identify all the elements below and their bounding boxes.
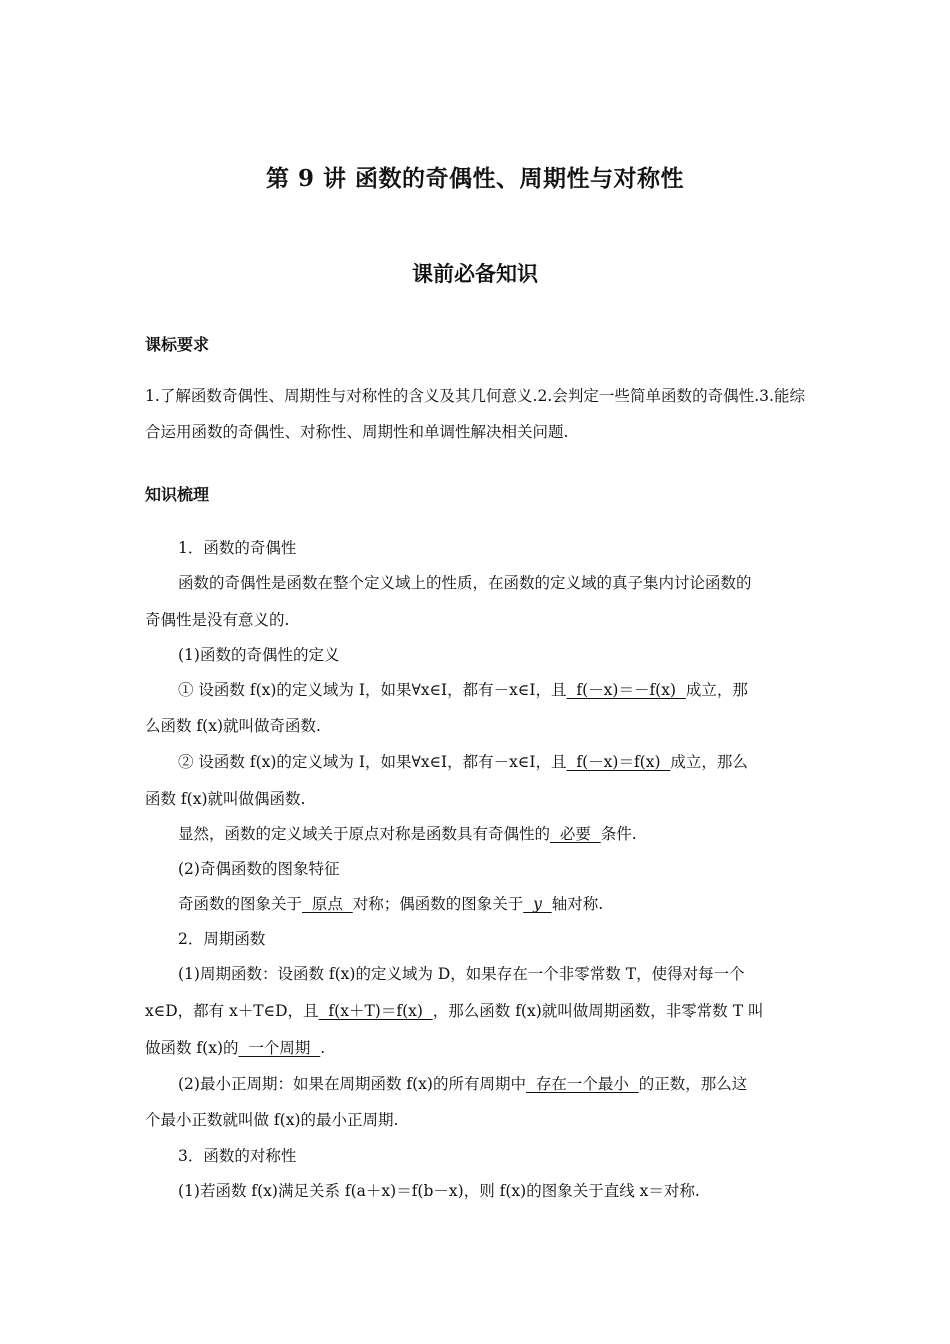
period-line3	[145, 1037, 807, 1059]
odd-def-pre: ① 设函数 f(x)的定义域为 I，如果∀x∈I，都有－x∈I，且	[178, 681, 567, 699]
period-pre: x∈D，都有 x＋T∈D，且	[145, 1002, 319, 1020]
odd-def-blank: f(－x)＝－f(x)	[566, 681, 686, 699]
symmetric-pre: 显然，函数的定义域关于原点对称是函数具有奇偶性的	[178, 825, 551, 843]
even-def-line2: 函数 f(x)就叫做偶函数.	[145, 790, 306, 808]
period-c-post: .	[320, 1039, 326, 1057]
symmetric-line	[178, 823, 807, 845]
period-c-pre: 做函数 f(x)的	[145, 1039, 239, 1057]
sub1-title: (1)函数的奇偶性的定义	[178, 646, 340, 664]
min-period-line2: 个最小正数就叫做 f(x)的最小正周期.	[145, 1111, 399, 1129]
even-def-line1	[178, 751, 807, 773]
period-line2	[145, 1000, 807, 1022]
lecture-title: 第 9 讲 函数的奇偶性、周期性与对称性	[265, 165, 685, 192]
knowledge-heading: 知识梳理	[145, 485, 210, 504]
even-def-post: 成立，那么	[670, 753, 748, 771]
item2-title: 2．周期函数	[178, 930, 266, 948]
symmetric-post: 条件.	[600, 825, 637, 843]
item1-desc-line1: 函数的奇偶性是函数在整个定义域上的性质，在函数的定义域的真子集内讨论函数的	[178, 574, 752, 592]
graph-blank-y: y	[523, 895, 552, 913]
min-period-line1	[178, 1073, 807, 1095]
standard-heading: 课标要求	[145, 335, 210, 354]
even-def-pre: ② 设函数 f(x)的定义域为 I，如果∀x∈I，都有－x∈I，且	[178, 753, 567, 771]
period-line1: (1)周期函数：设函数 f(x)的定义域为 D，如果存在一个非零常数 T，使得对每一个	[178, 965, 745, 983]
sub2-title: (2)奇偶函数的图象特征	[178, 860, 340, 878]
item1-desc-line2: 奇偶性是没有意义的.	[145, 611, 290, 629]
period-post: ，那么函数 f(x)就叫做周期函数，非零常数 T 叫	[432, 1002, 764, 1020]
even-def-blank: f(－x)＝f(x)	[566, 753, 671, 771]
odd-def-line2: 么函数 f(x)就叫做奇函数.	[145, 717, 321, 735]
item3-title: 3．函数的对称性	[178, 1147, 297, 1165]
period-blank: f(x＋T)＝f(x)	[318, 1002, 433, 1020]
symmetric-blank: 必要	[550, 825, 601, 843]
period-c-blank: 一个周期	[238, 1039, 321, 1057]
odd-def-line1	[178, 679, 807, 701]
standard-text: 1.了解函数奇偶性、周期性与对称性的含义及其几何意义.2.会判定一些简单函数的奇偶性.3.能综合运用函数的奇偶性、对称性、周期性和单调性解决相关问题.	[145, 387, 805, 441]
graph-line	[178, 893, 807, 915]
section-subtitle: 课前必备知识	[412, 261, 538, 286]
item1-title: 1．函数的奇偶性	[178, 539, 297, 557]
min-period-blank: 存在一个最小	[525, 1075, 639, 1093]
min-period-post: 的正数，那么这	[638, 1075, 748, 1093]
min-period-pre: (2)最小正周期：如果在周期函数 f(x)的所有周期中	[178, 1075, 526, 1093]
odd-def-post: 成立，那	[685, 681, 748, 699]
graph-blank-origin: 原点	[302, 895, 353, 913]
symmetry-line: (1)若函数 f(x)满足关系 f(a＋x)＝f(b－x)，则 f(x)的图象关于直线 x＝对称.	[178, 1182, 700, 1200]
graph-mid: 对称；偶函数的图象关于	[352, 895, 524, 913]
graph-post: 轴对称.	[551, 895, 604, 913]
graph-pre: 奇函数的图象关于	[178, 895, 303, 913]
